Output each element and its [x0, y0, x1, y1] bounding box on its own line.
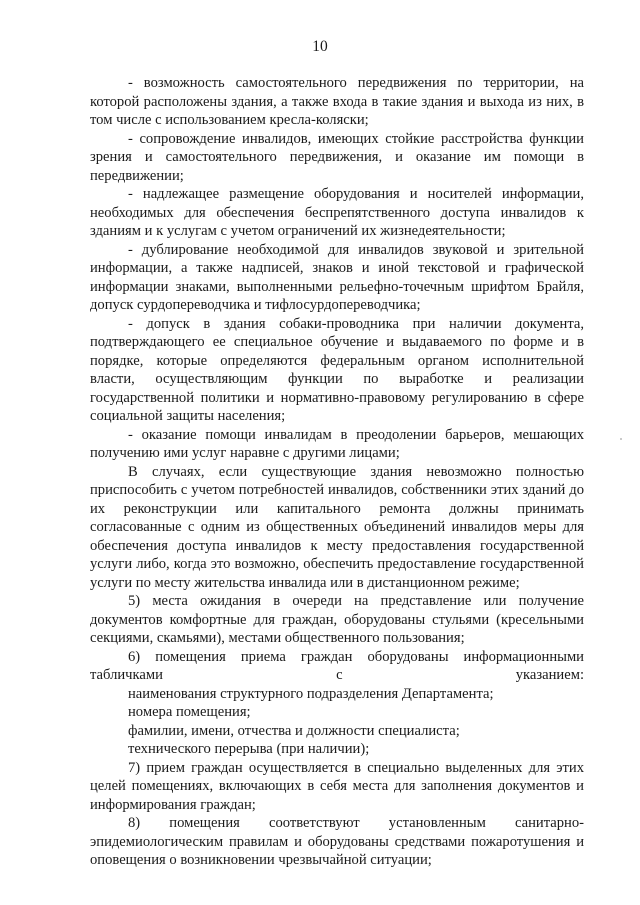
- paragraph-equipment-placement: - надлежащее размещение оборудования и носителей информации, необходимых для обеспечения беспрепятственного доступа инвалидов к зданиям и к услугам с учетом ограничений их жизнедеятельности;: [90, 186, 584, 239]
- list-item-technical-break: технического перерыва (при наличии);: [128, 741, 370, 757]
- paragraph-territory-access: - возможность самостоятельного передвижения по территории, на которой расположены здания, а также входа в такие здания и выхода из них, в том числе с использованием кресла-коляски;: [90, 75, 584, 128]
- paragraph-information-duplication: - дублирование необходимой для инвалидов звуковой и зрительной информации, а также надписей, знаков и иной текстовой и графической информации знаками, выполненными рельефно-точечным шрифтом Брайля, допуск сурдопереводчика и тифлосурдопереводчика;: [90, 241, 584, 313]
- list-item-department-unit: наименования структурного подразделения Департамента;: [128, 685, 494, 702]
- document-body: [90, 74, 584, 870]
- list-item-specialist-name: фамилии, имени, отчества и должности специалиста;: [128, 722, 460, 739]
- paragraph-information-signs: 6) помещения приема граждан оборудованы информационными табличками с указанием:: [90, 648, 584, 683]
- paragraph-inaccessible-buildings: В случаях, если существующие здания невозможно полностью приспособить с учетом потребностей инвалидов, собственники этих зданий до их реконструкции или капитального ремонта должны принимать согласованные с одним из общественных объединений инвалидов меры для обеспечения доступа инвалидов к месту предоставления государственной услуги либо, когда это возможно, обеспечить предоставление государственной услуги по месту жительства инвалида или в дистанционном режиме;: [90, 463, 584, 591]
- paragraph-escort: - сопровождение инвалидов, имеющих стойкие расстройства функции зрения и самостоятельного передвижения, и оказание им помощи в передвижении;: [90, 130, 584, 184]
- paragraph-waiting-areas: 5) места ожидания в очереди на представление или получение документов комфортные для граждан, оборудованы стульями (кресельными секциями, скамьями), местами общественного пользования;: [90, 593, 584, 646]
- paragraph-reception-rooms: 7) прием граждан осуществляется в специально выделенных для этих целей помещениях, включающих в себя места для заполнения документов и информирования граждан;: [90, 759, 584, 813]
- list-item-room-number: номера помещения;: [128, 704, 251, 720]
- scan-speck: [620, 438, 622, 440]
- paragraph-sanitary-rules: 8) помещения соответствуют установленным санитарно-эпидемиологическим правилам и оборудованы средствами пожаротушения и оповещения о возникновении чрезвычайной ситуации;: [90, 815, 584, 868]
- page-number: 10: [312, 38, 328, 55]
- paragraph-guide-dog: - допуск в здания собаки-проводника при наличии документа, подтверждающего ее специальное обучение и выдаваемого по форме и в порядке, которые определяются федеральным органом исполнительной власти, осуществляющим функции по выработке и реализации государственной политики и нормативно-правовому регулированию в сфере социальной защиты населения;: [90, 315, 584, 424]
- paragraph-barrier-assistance: - оказание помощи инвалидам в преодолении барьеров, мешающих получению ими услуг наравне с другими лицами;: [90, 426, 584, 461]
